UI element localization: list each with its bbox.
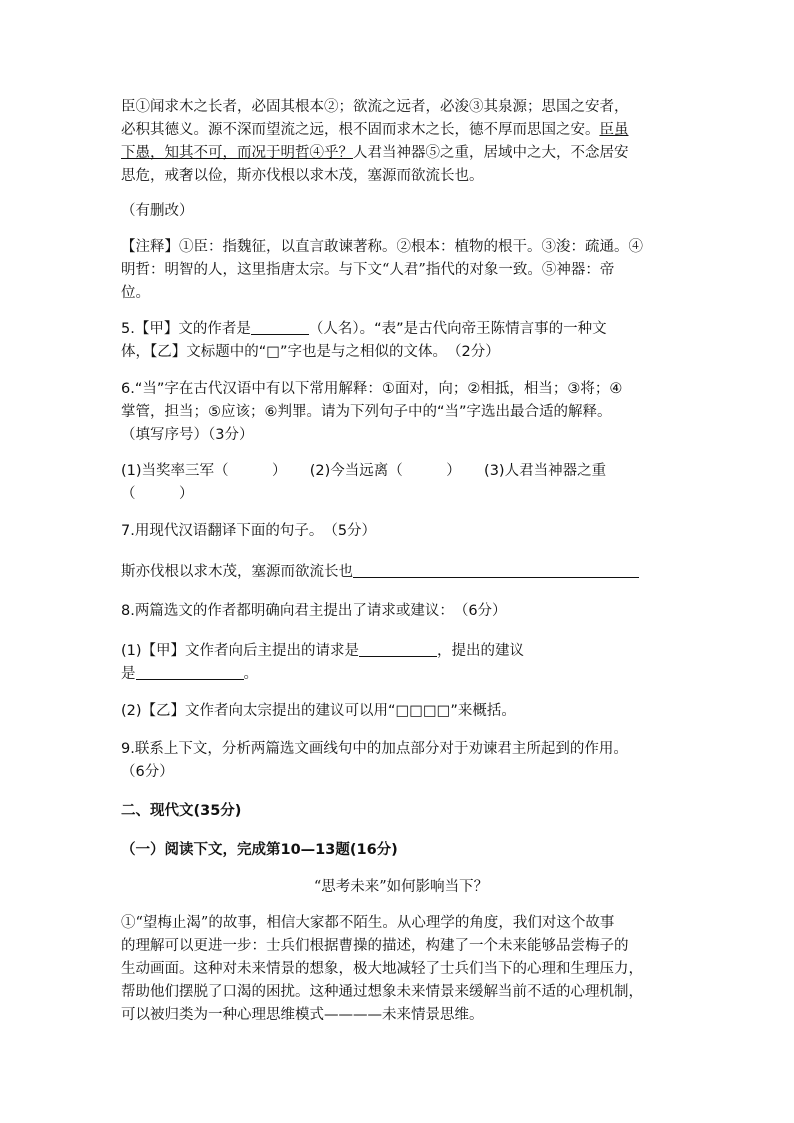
passage-line-1: 臣①闻求木之长者，必固其根本②；欲流之远者，必浚③其泉源；思国之安者，	[121, 99, 629, 115]
question-6-item-2: (2)今当远离（ ）	[309, 463, 461, 479]
edited-note: （有删改）	[121, 203, 194, 219]
question-6-items	[121, 460, 681, 484]
question-6-item-3: (3)人君当神器之重	[484, 463, 607, 479]
article-line-1: ①“望梅止渴”的故事，相信大家都不陌生。从心理学的角度，我们对这个故事	[121, 915, 615, 931]
annotation-line-2: 明哲：明智的人，这里指唐太宗。与下文“人君”指代的对象一致。⑤神器：帝	[121, 262, 615, 278]
underlined-sentence: 下愚，知其不可，而况于明哲④乎？	[121, 145, 353, 161]
article-line-4: 帮助他们摆脱了口渴的困扰。这种通过想象未来情景来缓解当前不适的心理机制，	[121, 984, 643, 1000]
question-6-line-3: （填写序号）（3分）	[121, 427, 254, 443]
question-8-part-2: (2)【乙】文作者向太宗提出的建议可以用“□□□□”来概括。	[121, 703, 516, 719]
translation-blank[interactable]	[353, 561, 639, 578]
question-8-part-1: (1)【甲】文作者向后主提出的请求是 ，提出的建议	[121, 640, 681, 664]
question-7-sentence: 斯亦伐根以求木茂，塞源而欲流长也	[121, 561, 681, 585]
section-heading: 二、现代文(35分)	[121, 803, 242, 819]
subsection-heading: （一）阅读下文，完成第10—13题(16分)	[121, 842, 398, 858]
suggestion-blank[interactable]	[136, 663, 244, 680]
passage-line-2: 必积其德义。源不深而望流之远，根不固而求木之长，德不厚而思国之安。臣虽	[121, 122, 629, 138]
question-5-line-2: 体，【乙】文标题中的“□”字也是与之相似的文体。 （2分）	[121, 344, 500, 360]
request-blank[interactable]	[359, 640, 437, 657]
passage-line-4: 思危，戒奢以俭，斯亦伐根以求木茂，塞源而欲流长也。	[121, 168, 484, 184]
question-9-line-2: （6分）	[121, 764, 174, 780]
question-6-item-1: (1)当奖率三军（ ）	[121, 463, 287, 479]
article-line-5: 可以被归类为一种心理思维模式————未来情景思维。	[121, 1007, 484, 1023]
question-6-item-3-blank: （ ）	[121, 486, 194, 502]
question-8-part-1-line-2: 是 。	[121, 663, 681, 687]
question-5: 5.【甲】文的作者是 （人名）。“表”是古代向帝王陈情言事的一种文	[121, 318, 681, 342]
annotation-line-1: 【注释】①臣：指魏征，以直言敢谏著称。②根本：植物的根干。③浚：疏通。④	[121, 239, 643, 255]
article-title: “思考未来”如何影响当下？	[313, 879, 489, 895]
question-9-line-1: 9.联系上下文，分析两篇选文画线句中的加点部分对于劝谏君主所起到的作用。	[121, 741, 628, 757]
question-7: 7.用现代汉语翻译下面的句子。 （5分）	[121, 523, 377, 539]
passage-line-3: 下愚，知其不可，而况于明哲④乎？人君当神器⑤之重，居域中之大，不念居安	[121, 145, 629, 161]
article-line-3: 生动画面。这种对未来情景的想象，极大地减轻了士兵们当下的心理和生理压力，	[121, 961, 643, 977]
annotation-line-3: 位。	[121, 285, 150, 301]
article-line-2: 的理解可以更进一步：士兵们根据曹操的描述，构建了一个未来能够品尝梅子的	[121, 938, 629, 954]
underlined-sentence-part: 臣虽	[599, 122, 629, 138]
answer-blank[interactable]	[251, 318, 309, 335]
question-6-line-2: 掌管，担当；⑤应该；⑥判罪。请为下列句子中的“当”字选出最合适的解释。	[121, 404, 612, 420]
question-6-line-1: 6.“当”字在古代汉语中有以下常用解释：①面对，向；②相抵，相当；③将；④	[121, 381, 623, 397]
question-8: 8.两篇选文的作者都明确向君主提出了请求或建议： （6分）	[121, 603, 507, 619]
